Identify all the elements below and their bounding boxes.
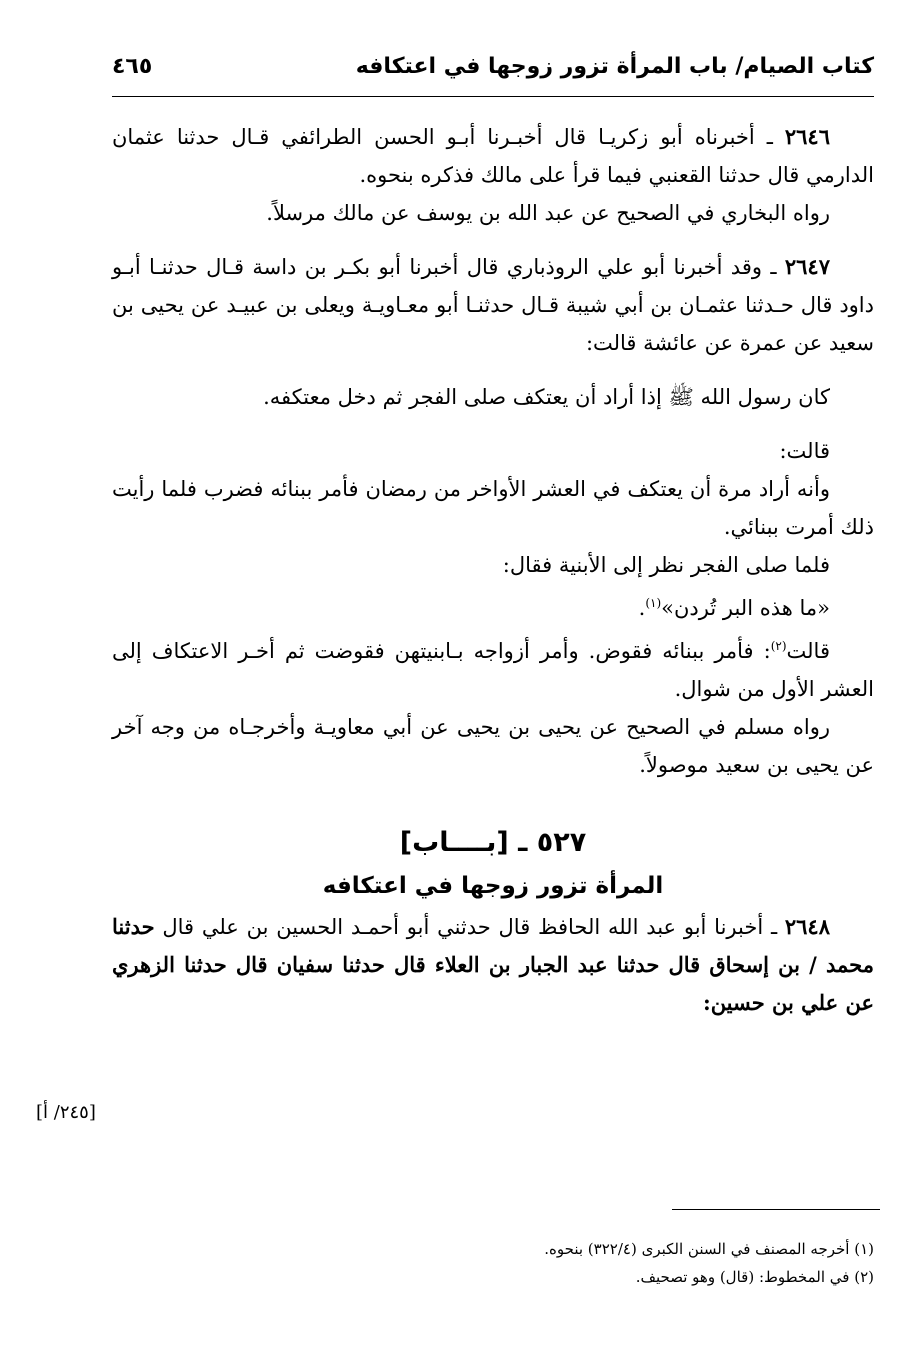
footnote-1: (١) أخرجه المصنف في السنن الكبرى (٣٢٢/٤) بنحوه. <box>544 1240 874 1258</box>
hadith-2647 <box>112 248 874 362</box>
hadith-2647-paragraph-3: وأنه أراد مرة أن يعتكف في العشر الأواخر من رمضان فأمر ببنائه فضرب فلما رأيت ذلك أمرت ببنائي. <box>112 477 874 539</box>
hadith-2648 <box>112 908 874 1022</box>
hadith-2647-paragraph-1: كان رسول الله ﷺ إذا أراد أن يعتكف صلى الفجر ثم دخل معتكفه. <box>263 385 830 409</box>
quote-end: . <box>638 596 646 620</box>
footnotes <box>112 1235 874 1291</box>
paragraph-start: قالت <box>786 639 830 663</box>
page-number: ٤٦٥ <box>112 54 153 79</box>
hadith-number: ٢٦٤٨ <box>784 914 830 939</box>
main-text <box>112 118 874 1022</box>
hadith-text: ـ وقد أخبرنا أبو علي الروذباري قال أخبرنا أبو بكـر بن داسة قـال حدثنـا أبـو داود قال حـدثنا عثمـان بن أبي شيبة قـال حدثنـا أبو معـاويـة ويعلى بن عبيـد عن يحيى بن سعيد عن عمرة عن عائشة قالت: <box>112 255 874 355</box>
hadith-2646-narration: رواه البخاري في الصحيح عن عبد الله بن يوسف عن مالك مرسلاً. <box>266 201 830 225</box>
prophetic-quote: «ما هذه البر تُردن» <box>661 596 830 620</box>
hadith-2647-narration: رواه مسلم في الصحيح عن يحيى بن يحيى عن أبي معاويـة وأخرجـاه من وجه آخر عن يحيى بن سعيد موصولاً. <box>112 715 874 777</box>
footnote-divider <box>672 1209 880 1210</box>
footnote-2: (٢) في المخطوط: (قال) وهو تصحيف. <box>635 1268 874 1286</box>
hadith-2647-paragraph-6 <box>112 627 874 708</box>
hadith-2646 <box>112 118 874 194</box>
hadith-number: ٢٦٤٧ <box>784 254 830 279</box>
chapter-title: المرأة تزور زوجها في اعتكافه <box>322 873 664 899</box>
hadith-2647-paragraph-2: قالت: <box>779 439 830 463</box>
paragraph-rest: : فأمر ببنائه فقوض. وأمر أزواجه بـابنيتهن فقوضت ثم أخـر الاعتكاف إلى العشر الأول من شوال. <box>112 639 874 701</box>
running-header <box>112 50 874 97</box>
hadith-number: ٢٦٤٦ <box>784 124 830 149</box>
hadith-2647-paragraph-5 <box>112 584 874 627</box>
hadith-text-bold: حدثنا محمد / بن إسحاق قال حدثنا عبد الجبار بن العلاء قال حدثنا سفيان قال حدثنا الزهري عن علي بن حسين: <box>112 914 874 1015</box>
hadith-text: ـ أخبرناه أبو زكريـا قال أخبـرنا أبـو الحسن الطرائفي قـال حدثنا عثمان الدارمي قال حدثنا القعنبي فيما قرأ على مالك فذكره بنحوه. <box>112 125 874 187</box>
footnote-ref-2[interactable]: (٢) <box>770 639 787 653</box>
hadith-2647-paragraph-4: فلما صلى الفجر نظر إلى الأبنية فقال: <box>502 553 830 577</box>
manuscript-folio-note: [٢٤٥/ أ] <box>36 1102 96 1123</box>
chapter-heading: ٥٢٧ ـ [بــــاب] <box>399 827 587 858</box>
hadith-text: ـ أخبرنا أبو عبد الله الحافظ قال حدثني أبو أحمـد الحسين بن علي قال <box>154 915 785 939</box>
running-title: كتاب الصيام/ باب المرأة تزور زوجها في اعتكافه <box>355 54 874 79</box>
footnote-ref-1[interactable]: (١) <box>645 596 662 610</box>
